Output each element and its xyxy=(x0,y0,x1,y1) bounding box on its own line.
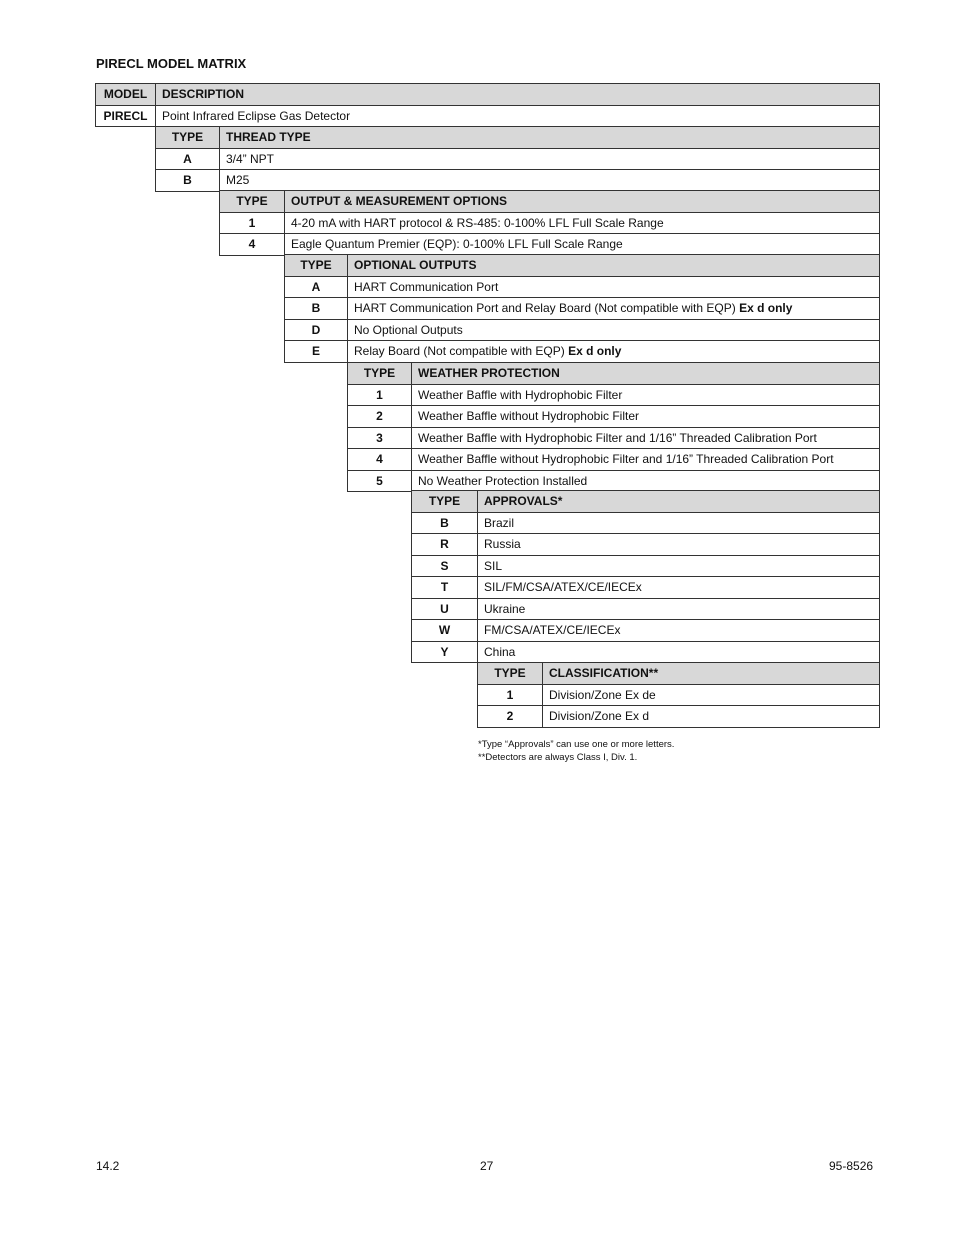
code-cell: U xyxy=(412,598,478,620)
desc-cell xyxy=(348,319,880,341)
header-code: MODEL xyxy=(96,84,156,106)
ex-d-only-note: Ex d only xyxy=(568,344,622,359)
desc-cell: Point Infrared Eclipse Gas Detector xyxy=(156,105,880,127)
header-code: TYPE xyxy=(285,255,348,277)
table-row xyxy=(156,170,880,192)
code-cell: 4 xyxy=(348,449,412,471)
table-row xyxy=(412,555,880,577)
desc-cell: Eagle Quantum Premier (EQP): 0-100% LFL Full Scale Range xyxy=(285,234,880,256)
code-cell: B xyxy=(412,512,478,534)
code-cell: S xyxy=(412,555,478,577)
table-row xyxy=(348,427,880,449)
desc-cell: Weather Baffle with Hydrophobic Filter xyxy=(412,384,880,406)
table-row xyxy=(220,212,880,234)
table-row xyxy=(412,577,880,599)
footer-document-number: 95-8526 xyxy=(829,1159,874,1173)
header-desc: OPTIONAL OUTPUTS xyxy=(348,255,880,277)
desc-cell: Brazil xyxy=(478,512,880,534)
header-desc: CLASSIFICATION** xyxy=(543,663,880,685)
weather-protection-table xyxy=(347,362,880,492)
output-header-row xyxy=(220,191,880,213)
table-row xyxy=(412,620,880,642)
code-cell: E xyxy=(285,341,348,363)
desc-cell: SIL/FM/CSA/ATEX/CE/IECEx xyxy=(478,577,880,599)
desc-text: HART Communication Port and Relay Board (Not compatible with EQP) xyxy=(354,301,736,316)
code-cell: A xyxy=(156,148,220,170)
table-row xyxy=(478,684,880,706)
desc-text: Relay Board (Not compatible with EQP) xyxy=(354,344,565,359)
table-row xyxy=(412,641,880,663)
desc-cell: No Weather Protection Installed xyxy=(412,470,880,492)
table-row xyxy=(348,406,880,428)
table-row xyxy=(220,234,880,256)
desc-cell: 4-20 mA with HART protocol & RS-485: 0-100% LFL Full Scale Range xyxy=(285,212,880,234)
desc-cell: Weather Baffle without Hydrophobic Filter xyxy=(412,406,880,428)
table-row xyxy=(285,319,880,341)
header-desc: DESCRIPTION xyxy=(156,84,880,106)
code-cell: B xyxy=(156,170,220,192)
header-desc: OUTPUT & MEASUREMENT OPTIONS xyxy=(285,191,880,213)
table-row xyxy=(412,598,880,620)
header-code: TYPE xyxy=(412,491,478,513)
table-row xyxy=(348,384,880,406)
footnote-classification: **Detectors are always Class I, Div. 1. xyxy=(478,752,638,763)
classification-header-row xyxy=(478,663,880,685)
footer-revision: 14.2 xyxy=(96,1159,120,1173)
desc-cell: Division/Zone Ex d xyxy=(543,706,880,728)
code-cell: PIRECL xyxy=(96,105,156,127)
thread-header-row xyxy=(156,127,880,149)
code-cell: Y xyxy=(412,641,478,663)
desc-cell xyxy=(348,298,880,320)
code-cell: 1 xyxy=(220,212,285,234)
table-row xyxy=(412,512,880,534)
code-cell: W xyxy=(412,620,478,642)
desc-cell: Weather Baffle with Hydrophobic Filter and 1/16” Threaded Calibration Port xyxy=(412,427,880,449)
desc-cell: 3/4” NPT xyxy=(220,148,880,170)
thread-type-table xyxy=(155,126,880,192)
ex-d-only-note: Ex d only xyxy=(739,301,793,316)
code-cell: 3 xyxy=(348,427,412,449)
desc-cell: China xyxy=(478,641,880,663)
header-desc: APPROVALS* xyxy=(478,491,880,513)
approvals-header-row xyxy=(412,491,880,513)
code-cell: 4 xyxy=(220,234,285,256)
code-cell: 1 xyxy=(478,684,543,706)
table-row xyxy=(285,298,880,320)
optional-header-row xyxy=(285,255,880,277)
header-code: TYPE xyxy=(156,127,220,149)
code-cell: 2 xyxy=(348,406,412,428)
code-cell: 2 xyxy=(478,706,543,728)
model-table xyxy=(95,83,880,127)
code-cell: 5 xyxy=(348,470,412,492)
desc-cell: Weather Baffle without Hydrophobic Filter and 1/16” Threaded Calibration Port xyxy=(412,449,880,471)
code-cell: B xyxy=(285,298,348,320)
desc-cell: Division/Zone Ex de xyxy=(543,684,880,706)
classification-table xyxy=(477,662,880,728)
desc-cell: Ukraine xyxy=(478,598,880,620)
header-code: TYPE xyxy=(220,191,285,213)
model-header-row xyxy=(96,84,880,106)
desc-text: HART Communication Port xyxy=(354,279,499,294)
header-code: TYPE xyxy=(348,363,412,385)
output-options-table xyxy=(219,190,880,256)
desc-cell: FM/CSA/ATEX/CE/IECEx xyxy=(478,620,880,642)
table-row xyxy=(156,148,880,170)
approvals-table xyxy=(411,490,880,663)
table-row xyxy=(96,105,880,127)
desc-cell: SIL xyxy=(478,555,880,577)
code-cell: R xyxy=(412,534,478,556)
code-cell: D xyxy=(285,319,348,341)
footer-page-number: 27 xyxy=(480,1159,494,1173)
table-row xyxy=(348,449,880,471)
footnote-approvals: *Type “Approvals” can use one or more letters. xyxy=(478,739,675,750)
table-row xyxy=(285,341,880,363)
optional-outputs-table xyxy=(284,254,880,363)
code-cell: 1 xyxy=(348,384,412,406)
page-title: PIRECL MODEL MATRIX xyxy=(96,56,247,71)
footnotes xyxy=(478,738,674,764)
header-code: TYPE xyxy=(478,663,543,685)
table-row xyxy=(478,706,880,728)
table-row xyxy=(348,470,880,492)
table-row xyxy=(412,534,880,556)
desc-cell: M25 xyxy=(220,170,880,192)
desc-text: No Optional Outputs xyxy=(354,322,463,337)
header-desc: WEATHER PROTECTION xyxy=(412,363,880,385)
desc-cell: Russia xyxy=(478,534,880,556)
desc-cell xyxy=(348,341,880,363)
code-cell: T xyxy=(412,577,478,599)
code-cell: A xyxy=(285,276,348,298)
header-desc: THREAD TYPE xyxy=(220,127,880,149)
table-row xyxy=(285,276,880,298)
desc-cell xyxy=(348,276,880,298)
weather-header-row xyxy=(348,363,880,385)
